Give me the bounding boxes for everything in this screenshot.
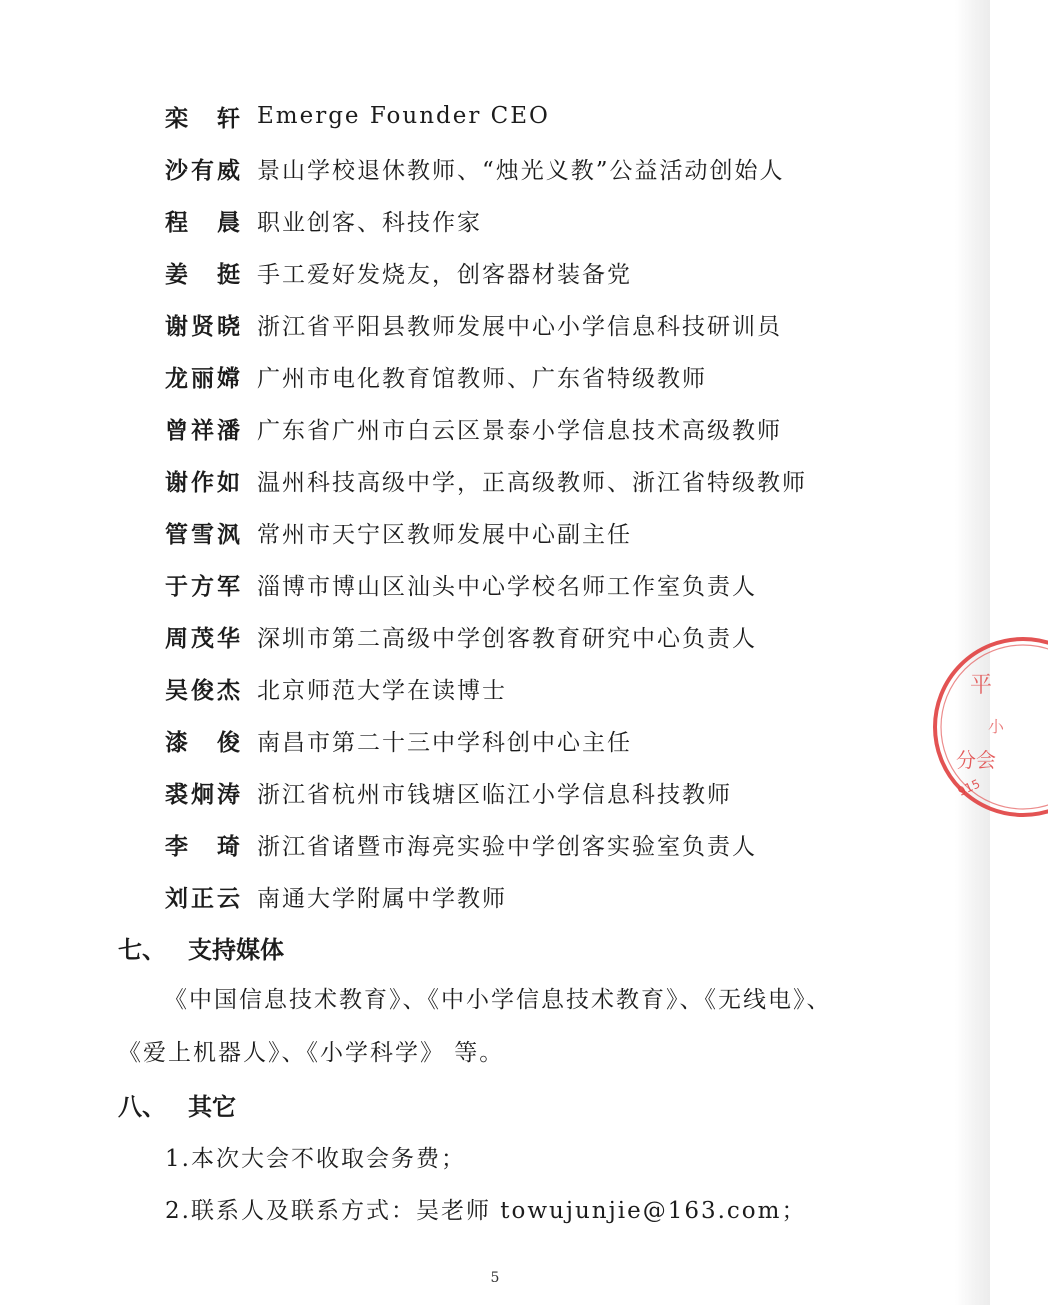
section-heading-other: [118, 1087, 236, 1122]
member-row: [165, 878, 507, 914]
member-row: [165, 774, 732, 810]
member-row: [165, 410, 782, 446]
member-name: 谢贤晓: [165, 312, 241, 340]
member-role: 广州市电化教育馆教师、广东省特级教师: [257, 365, 707, 392]
member-row: [165, 150, 785, 186]
member-row: [165, 462, 807, 498]
page-number: 5: [490, 1270, 500, 1286]
member-row: [165, 618, 757, 654]
member-name: 漆 俊: [165, 728, 241, 756]
member-role: 浙江省平阳县教师发展中心小学信息科技研训员: [257, 313, 782, 340]
member-name: 李 琦: [165, 832, 241, 860]
member-name: 刘正云: [165, 884, 241, 912]
member-name: 裘炯涛: [165, 780, 241, 808]
member-role: 淄博市博山区汕头中心学校名师工作室负责人: [257, 573, 757, 600]
member-name: 姜 挺: [165, 260, 241, 288]
member-name: 栾 轩: [165, 104, 241, 132]
member-name: 程 晨: [165, 208, 241, 236]
member-role: 南通大学附属中学教师: [257, 885, 507, 912]
other-item: 1.本次大会不收取会务费；: [165, 1146, 466, 1172]
member-role: 深圳市第二高级中学创客教育研究中心负责人: [257, 625, 757, 652]
section-number: 七、: [118, 935, 166, 964]
member-row: [165, 566, 757, 602]
svg-text:分会: 分会: [956, 748, 996, 772]
member-role: 手工爱好发烧友，创客器材装备党: [257, 261, 632, 288]
member-name: 管雪沨: [165, 520, 241, 548]
member-row: [165, 670, 507, 706]
member-role: 职业创客、科技作家: [257, 209, 482, 236]
member-row: [165, 202, 482, 238]
member-row: [165, 98, 550, 134]
member-row: [165, 254, 632, 290]
member-role: 浙江省诸暨市海亮实验中学创客实验室负责人: [257, 833, 757, 860]
svg-text:915: 915: [955, 776, 983, 799]
section-number: 八、: [118, 1092, 166, 1121]
member-name: 谢作如: [165, 468, 241, 496]
member-role: 浙江省杭州市钱塘区临江小学信息科技教师: [257, 781, 732, 808]
member-role: 南昌市第二十三中学科创中心主任: [257, 729, 632, 756]
official-seal-image: [928, 632, 1048, 822]
member-role: 广东省广州市白云区景泰小学信息技术高级教师: [257, 417, 782, 444]
member-name: 曾祥潘: [165, 416, 241, 444]
section-title: 支持媒体: [188, 935, 284, 964]
member-row: [165, 826, 757, 862]
section-heading-media: [118, 930, 284, 965]
media-paragraph: 《中国信息技术教育》、《中小学信息技术教育》、《无线电》、《爱上机器人》、《小学科学》 等。: [118, 987, 832, 1066]
section-title: 其它: [188, 1092, 236, 1121]
member-row: [165, 306, 782, 342]
member-row: [165, 722, 632, 758]
svg-text:平: 平: [970, 673, 993, 698]
member-name: 于方军: [165, 572, 241, 600]
member-name: 龙丽嫦: [165, 364, 241, 392]
member-name: 沙有威: [165, 156, 241, 184]
member-role: Emerge Founder CEO: [257, 103, 550, 129]
member-role: 温州科技高级中学，正高级教师、浙江省特级教师: [257, 469, 807, 496]
member-role: 景山学校退休教师、“烛光义教”公益活动创始人: [257, 157, 785, 184]
member-role: 北京师范大学在读博士: [257, 677, 507, 704]
member-row: [165, 514, 632, 550]
member-name: 吴俊杰: [165, 676, 241, 704]
member-role: 常州市天宁区教师发展中心副主任: [257, 521, 632, 548]
other-item: 2.联系人及联系方式：吴老师 towujunjie@163.com；: [165, 1198, 807, 1224]
member-row: [165, 358, 707, 394]
member-name: 周茂华: [165, 624, 241, 652]
svg-text:小: 小: [988, 717, 1005, 736]
